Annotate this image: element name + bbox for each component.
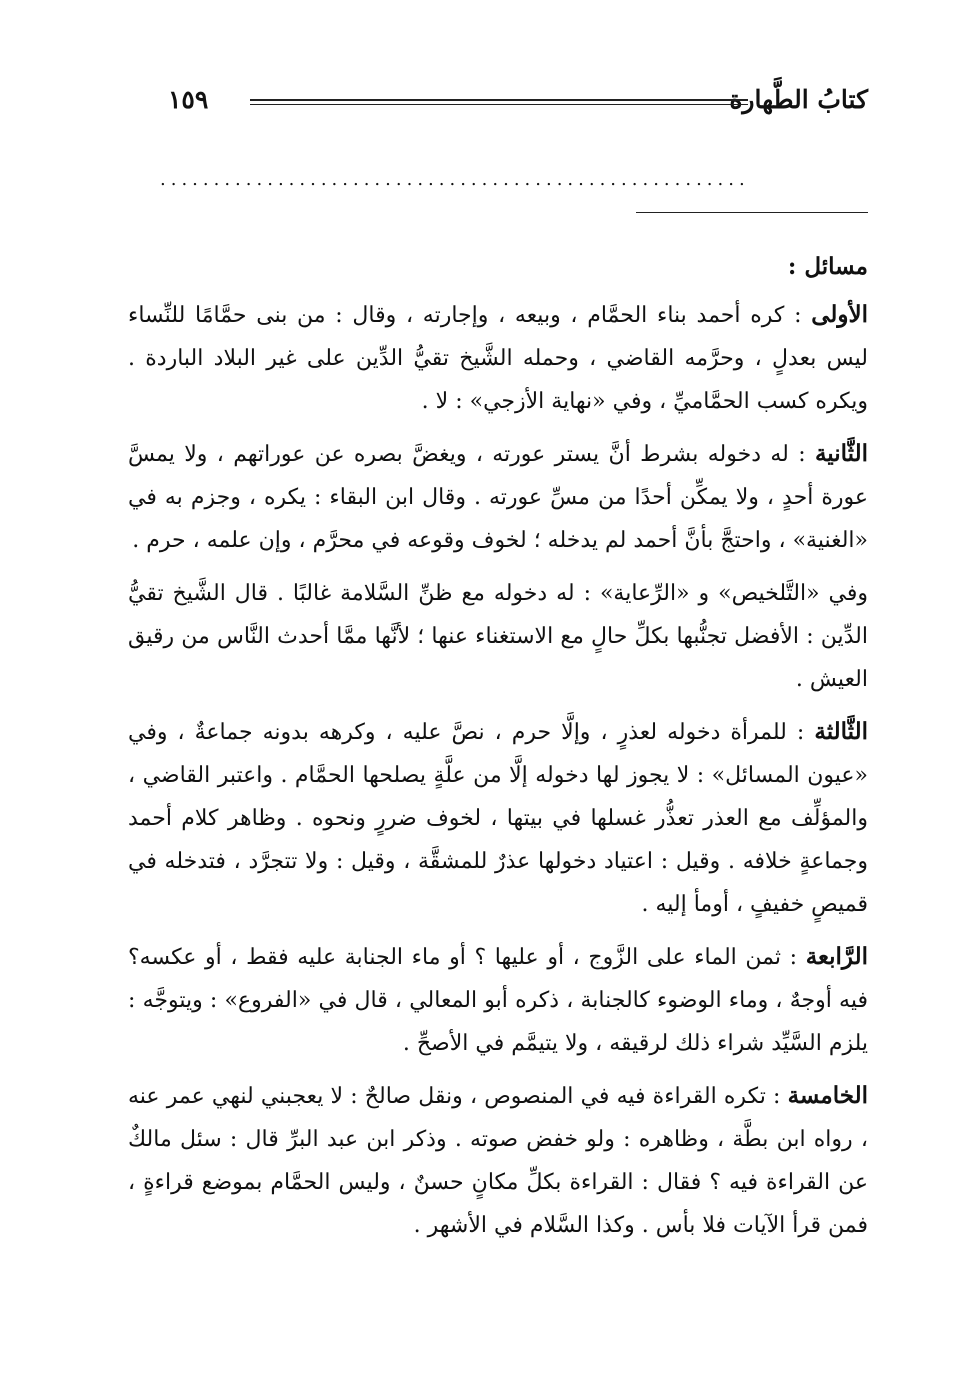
running-header bbox=[168, 78, 868, 122]
paragraph-lead: الخامسة bbox=[787, 1082, 868, 1109]
paragraph-text: وفي «التَّلخيص» و «الرِّعاية» : له دخوله مع ظنِّ السَّلامة غالبًا . قال الشَّيخ تقيُّ الدِّين : الأفضل تجنُّبها بكلِّ حالٍ مع الاستغناء عنها ؛ لأنَّها ممَّا أحدث النَّاس من رقيق العيش . bbox=[128, 581, 868, 692]
paragraph-fifth bbox=[128, 1074, 868, 1247]
paragraph-third bbox=[128, 710, 868, 926]
paragraph-lead: الأولى bbox=[811, 301, 868, 328]
footnote-rule bbox=[636, 212, 868, 213]
paragraph-text: : كره أحمد بناء الحمَّام ، وبيعه ، وإجارته ، وقال : من بنى حمَّامًا للنِّساء ليس بعدلٍ ، وحرَّمه القاضي ، وحمله الشَّيخ تقيُّ الدِّين على غير البلاد الباردة . ويكره كسب الحمَّاميِّ ، وفي «نهاية الأزجي» : لا . bbox=[128, 303, 868, 414]
paragraph-text: : تكره القراءة فيه في المنصوص ، ونقل صالحٌ : لا يعجبني لنهي عمر عنه ، رواه ابن بطَّة ، وظاهره : ولو خفض صوته . وذكر ابن عبد البرِّ قال : سئل مالكٌ عن القراءة فيه ؟ فقال : القراءة بكلِّ مكانٍ حسنٌ ، وليس الحمَّام بموضع قراءةٍ ، فمن قرأ الآيات فلا بأس . وكذا السَّلام في الأشهر . bbox=[128, 1084, 868, 1238]
paragraph-text: : للمرأة دخوله لعذرٍ ، وإلَّا حرم ، نصَّ عليه ، وكرهه بدونه جماعةٌ ، وفي «عيون المسائل» : لا يجوز لها دخوله إلَّا من علَّةٍ يصلحها الحمَّام . واعتبر القاضي ، والمؤلِّف مع العذر تعذُّر غسلها في بيتها ، لخوف ضررٍ ونحوه . وظاهر كلام أحمد وجماعةٍ خلافه . وقيل : اعتياد دخولها عذرٌ للمشقَّة ، وقيل : ولا تتجرَّد ، فتدخله في قميصٍ خفيفٍ ، أومأ إليه . bbox=[128, 720, 868, 917]
paragraph-lead: الرَّابعة bbox=[805, 943, 868, 970]
paragraph-text: : ثمن الماء على الزَّوج ، أو عليها ؟ أو ماء الجنابة عليه فقط ، أو عكسه؟ فيه أوجهٌ ، وماء الوضوء كالجنابة ، ذكره أبو المعالي ، قال في «الفروع» : ويتوجَّه : يلزم السَّيِّد شراء ذلك لرقيقه ، ولا يتيمَّم في الأصحِّ . bbox=[128, 945, 868, 1056]
header-rule bbox=[250, 99, 748, 101]
paragraph-first bbox=[128, 293, 868, 423]
paragraph-second bbox=[128, 432, 868, 562]
paragraph-lead: الثَّالثة bbox=[814, 718, 868, 745]
page-number: ١٥٩ bbox=[168, 85, 209, 114]
paragraph-fourth bbox=[128, 935, 868, 1065]
main-text bbox=[128, 245, 868, 1256]
header-rule-thin bbox=[250, 104, 748, 105]
dotted-separator: ....................................................... bbox=[160, 170, 750, 190]
paragraph-second-continued bbox=[128, 571, 868, 701]
book-title: كتابُ الطَّهارة bbox=[729, 85, 868, 114]
section-heading: مسائل : bbox=[787, 253, 868, 280]
paragraph-text: : له دخوله بشرط أنَّ يستر عورته ، ويغضَّ بصره عن عوراتهم ، ولا يمسَّ عورة أحدٍ ، ولا يمكِّن أحدًا من مسِّ عورته . وقال ابن البقاء : يكره ، وجزم به في «الغنية» ، واحتجَّ بأنَّ أحمد لم يدخله ؛ لخوف وقوعه في محرَّم ، وإن علمه ، حرم . bbox=[128, 442, 868, 553]
paragraph-lead: الثَّانية bbox=[814, 440, 868, 467]
